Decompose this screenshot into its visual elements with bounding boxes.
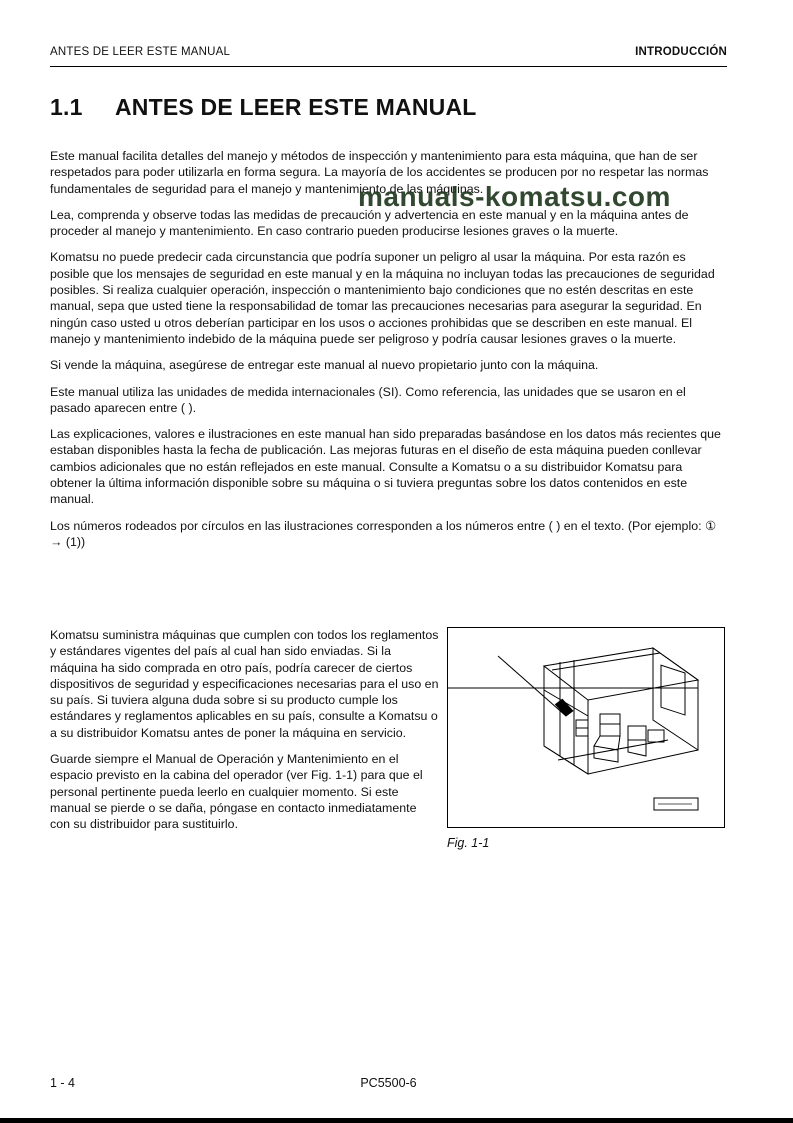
footer-page-number: 1 - 4: [50, 1076, 76, 1090]
machine-cab-illustration: [448, 628, 723, 826]
header-chapter-title: INTRODUCCIÓN: [635, 46, 727, 58]
section-title: [50, 94, 727, 121]
paragraph: Este manual utiliza las unidades de medida internacionales (SI). Como referencia, las unidades que se usaron en el pasado aparecen entre ( ).: [50, 384, 686, 415]
paragraph: Komatsu no puede predecir cada circunstancia que podría suponer un peligro al usar la máquina. Por esta razón es posible que los mensajes de seguridad en este manual y en la máquina no incluyan todas las precauciones de seguridad posibles. Si realiza cualquier operación, inspección o mantenimiento bajo condiciones que no estén descritas en este manual, sepa que usted tiene la responsabilidad de tomar las precauciones necesarias para asegurar la seguridad. En ningún caso usted u otros deberían participar en los usos o acciones prohibidas que se describen en este manual. El manejo y mantenimiento indebido de la máquina puede ser peligroso y podría causar lesiones graves o la muerte.: [50, 250, 715, 346]
paragraph: Los números rodeados por círculos en las ilustraciones corresponden a los números entre ( ) en el texto. (Por ejemplo: ① → (1)): [50, 518, 717, 549]
figure-frame: [447, 627, 725, 828]
figure: [447, 627, 727, 850]
header-section-title: ANTES DE LEER ESTE MANUAL: [50, 46, 231, 58]
paragraph: Si vende la máquina, asegúrese de entregar este manual al nuevo propietario junto con la máquina.: [50, 358, 599, 373]
footer-model: PC5500-6: [360, 1076, 417, 1090]
two-column-section: [50, 627, 727, 850]
page-header: [50, 46, 727, 58]
paragraph: Este manual facilita detalles del manejo y métodos de inspección y mantenimiento para esta máquina, que han de ser respetados para poder utilizarla en forma segura. La mayoría de los accidentes se producen por no respetar las normas fundamentales de seguridad para el manejo y mantenimiento de las máquinas.: [50, 149, 709, 196]
paragraph: Las explicaciones, valores e ilustraciones en este manual han sido preparadas basándose en los datos más recientes que estaban disponibles hasta la fecha de publicación. Las mejoras futuras en el diseño de esta máquina pueden conllevar cambios adicionales que no están reflejados en este manual. Consulte a Komatsu o a su distribuidor Komatsu para obtener la última información disponible sobre su máquina o si tuviera preguntas sobre los datos contenidos en este manual.: [50, 427, 721, 507]
paragraph: Lea, comprenda y observe todas las medidas de precaución y advertencia en este manual y en la máquina antes de proceder al manejo y mantenimiento. En caso contrario pueden producirse lesiones graves o la muerte.: [50, 207, 689, 239]
section-number: 1.1: [50, 94, 83, 120]
header-divider: [50, 66, 727, 67]
left-column: [50, 627, 439, 850]
watermark: manuals-komatsu.com: [358, 181, 671, 212]
page-bottom-edge: [0, 1118, 793, 1123]
paragraph: Guarde siempre el Manual de Operación y Mantenimiento en el espacio previsto en la cabina del operador (ver Fig. 1-1) para que el personal pertinente pueda leerlo en cualquier momento. Si este manual se pierde o se daña, póngase en contacto inmediatamente con su distribuidor para sustituirlo.: [50, 752, 423, 832]
paragraph: Komatsu suministra máquinas que cumplen con todos los reglamentos y estándares vigentes del país al cual han sido enviadas. Si la máquina ha sido comprada en otro país, podría carecer de ciertos dispositivos de seguridad y especificaciones necesarias para el uso en su país. Si tuviera alguna duda sobre si su producto cumple los estándares y reglamentos aplicables en su país, consulte a Komatsu o a su distribuidor Komatsu antes de poner la máquina en servicio.: [50, 628, 439, 740]
figure-caption: Fig. 1-1: [447, 836, 490, 850]
section-title-text: ANTES DE LEER ESTE MANUAL: [115, 94, 477, 120]
figure-label-box: [654, 798, 698, 810]
